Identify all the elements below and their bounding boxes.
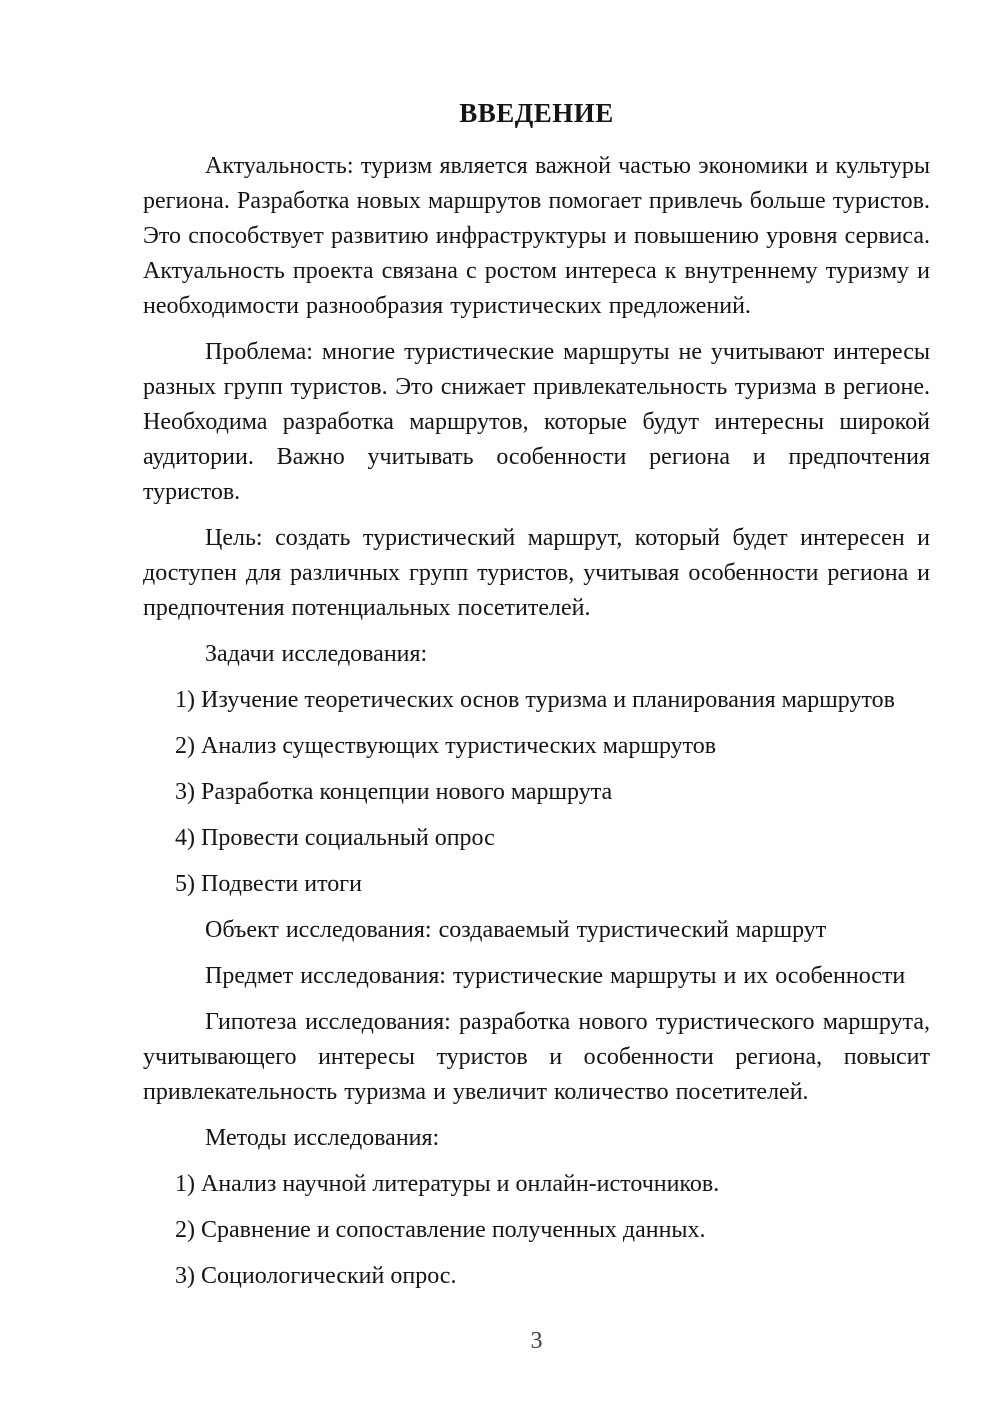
paragraph-hypothesis: Гипотеза исследования: разработка нового туристического маршрута, учитывающего интересы туристов и особенности региона, повысит привлекательность туризма и увеличит количество посетителей.	[143, 1009, 930, 1105]
label-methods: Методы исследования:	[205, 1125, 440, 1151]
method-item-3: 3) Социологический опрос.	[175, 1263, 457, 1289]
page-number: 3	[530, 1328, 543, 1354]
method-item-1: 1) Анализ научной литературы и онлайн-источников.	[175, 1171, 720, 1197]
task-item-3: 3) Разработка концепции нового маршрута	[175, 779, 613, 805]
task-item-2: 2) Анализ существующих туристических маршрутов	[175, 733, 717, 759]
paragraph-goal: Цель: создать туристический маршрут, который будет интересен и доступен для различных групп туристов, учитывая особенности региона и предпочтения потенциальных посетителей.	[143, 525, 930, 621]
task-item-4: 4) Провести социальный опрос	[175, 825, 495, 851]
paragraph-relevance: Актуальность: туризм является важной частью экономики и культуры региона. Разработка новых маршрутов помогает привлечь больше туристов. Это способствует развитию инфраструктуры и повышению уровня сервиса. Актуальность проекта связана с ростом интереса к внутреннему туризму и необходимости разнообразия туристических предложений.	[143, 153, 930, 319]
paragraph-object: Объект исследования: создаваемый туристический маршрут	[205, 917, 827, 943]
paragraph-subject: Предмет исследования: туристические маршруты и их особенности	[205, 963, 906, 989]
document-content	[143, 96, 930, 1305]
task-item-5: 5) Подвести итоги	[175, 871, 362, 897]
task-item-1: 1) Изучение теоретических основ туризма и планирования маршрутов	[175, 687, 895, 713]
label-tasks: Задачи исследования:	[205, 641, 428, 667]
method-item-2: 2) Сравнение и сопоставление полученных данных.	[175, 1217, 706, 1243]
paragraph-problem: Проблема: многие туристические маршруты не учитывают интересы разных групп туристов. Это снижает привлекательность туризма в регионе. Необходима разработка маршрутов, которые будут интересны широкой аудитории. Важно учитывать особенности региона и предпочтения туристов.	[143, 339, 930, 505]
document-title: ВВЕДЕНИЕ	[459, 98, 614, 128]
